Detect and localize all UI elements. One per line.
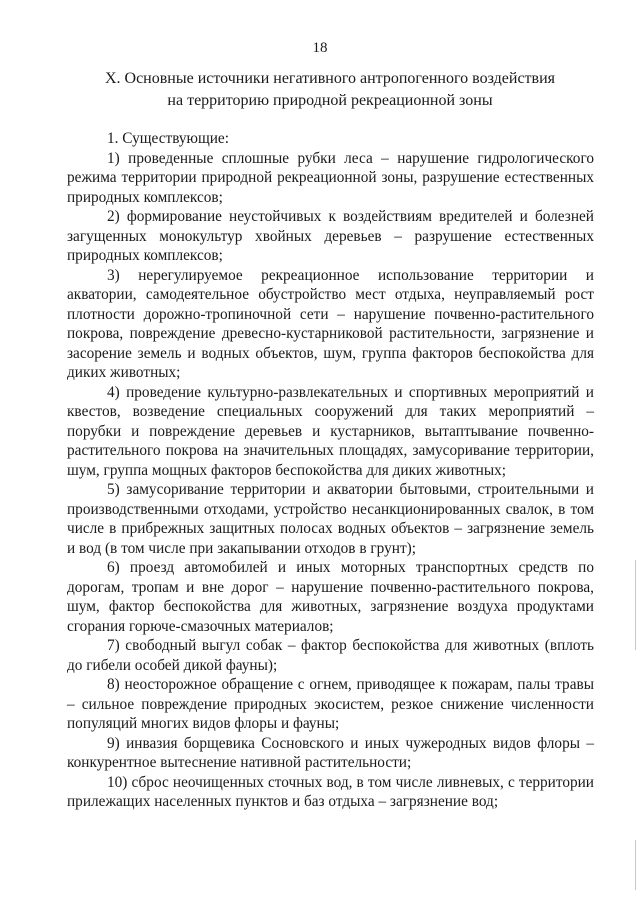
list-item-2: 2) формирование неустойчивых к воздействиям вредителей и болезней загущенных монокультур хвойных деревьев – разрушение естественных природных комплексов;	[67, 208, 594, 264]
section-heading-line-1: X. Основные источники негативного антропогенного воздействия	[104, 70, 556, 87]
page-number: 18	[312, 40, 328, 56]
list-item-3: 3) нерегулируемое рекреационное использование территории и акватории, самодеятельное обустройство мест отдыха, неуправляемый рост плотности дорожно-тропиночной сети – нарушение почвенно-растительного покрова, повреждение древесно-кустарниковой растительности, загрязнение и засорение земель и водных объектов, шум, группа факторов беспокойства для диких животных;	[67, 266, 594, 381]
section-body	[67, 129, 594, 812]
list-item-4: 4) проведение культурно-развлекательных и спортивных мероприятий и квестов, возведение специальных сооружений для таких мероприятий – порубки и повреждение деревьев и кустарников, вытаптывание почвенно-растительного покрова на значительных площадях, замусоривание территории, шум, группа мощных факторов беспокойства для диких животных;	[67, 383, 594, 479]
list-item-10: 10) сброс неочищенных сточных вод, в том числе ливневых, с территории прилежащих населенных пунктов и баз отдыха – загрязнение вод;	[67, 773, 594, 810]
list-item-7: 7) свободный выгул собак – фактор беспокойства для животных (вплоть до гибели особей дикой фауны);	[67, 637, 594, 674]
list-item-6: 6) проезд автомобилей и иных моторных транспортных средств по дорогам, тропам и вне дорог – нарушение почвенно-растительного покрова, шум, фактор беспокойства для животных, загрязнение воздуха продуктами сгорания горюче-смазочных материалов;	[67, 559, 594, 635]
list-item-1: 1) проведенные сплошные рубки леса – нарушение гидрологического режима территории природной рекреационной зоны, разрушение естественных природных комплексов;	[67, 149, 594, 206]
section-heading-line-2: на территорию природной рекреационной зоны	[167, 92, 493, 109]
list-item-5: 5) замусоривание территории и акватории бытовыми, строительными и производственными отходами, устройство несанкционированных свалок, в том числе в прибрежных защитных полосах водных объектов – загрязнение земель и вод (в том числе при закапывании отходов в грунт);	[67, 481, 594, 557]
list-item-9: 9) инвазия борщевика Сосновского и иных чужеродных видов флоры – конкурентное вытеснение нативной растительности;	[67, 734, 594, 771]
scan-edge-mark	[635, 840, 636, 890]
intro-paragraph: 1. Существующие:	[107, 130, 229, 147]
scan-edge-mark	[635, 560, 636, 650]
section-heading	[80, 68, 580, 112]
list-item-8: 8) неосторожное обращение с огнем, приводящее к пожарам, палы травы – сильное повреждение природных экосистем, резкое снижение численности популяций многих видов флоры и фауны;	[67, 676, 594, 732]
